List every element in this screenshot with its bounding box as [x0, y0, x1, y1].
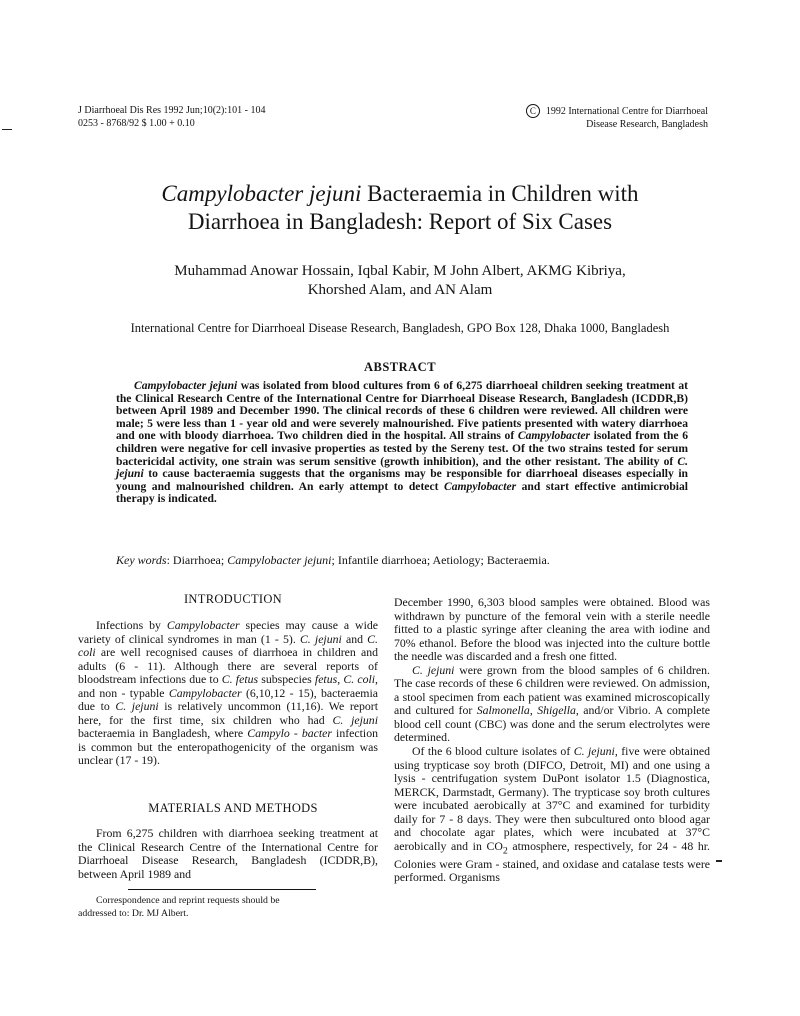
- author-list: [90, 262, 710, 300]
- introduction-text: [78, 619, 378, 768]
- scan-mark: [2, 129, 12, 130]
- methods-text-run: ,: [529, 703, 538, 718]
- intro-text: is relatively uncommon (11,16). We report here, for the first time, six children who had: [78, 699, 378, 727]
- intro-text: and: [341, 631, 368, 646]
- article-title: [60, 180, 740, 236]
- intro-organism: Campylo - bacter: [247, 726, 332, 741]
- methods-organism: C. jejuni: [412, 662, 455, 677]
- footnote-line2: addressed to: Dr. MJ Albert.: [78, 908, 189, 919]
- keywords: [116, 553, 688, 568]
- copyright-line1: 1992 International Centre for Diarrhoeal: [545, 105, 708, 117]
- intro-text: infection is common but the enteropathogenicity of the organism was unclear (17 - 19).: [78, 726, 378, 768]
- abstract-organism: Campylobacter: [517, 429, 590, 443]
- methods-heading: MATERIALS AND METHODS: [148, 801, 318, 815]
- copyright-icon: C: [526, 104, 540, 118]
- intro-organism: Campylobacter: [166, 618, 240, 632]
- methods-paragraph: From 6,275 children with diarrhoea seeking treatment at the Clinical Research Centre of the International Centre for Diarrhoeal Disease Research, Bangladesh (ICDDR,B), between April 1989 and: [78, 826, 378, 881]
- keywords-label: Key words: [116, 553, 167, 567]
- abstract-sentence: to cause bacteraemia suggests that the organisms may be responsible for diarrhoeal diseases especially in young and malnourished children. An early attempt to detect: [116, 467, 688, 493]
- affiliation: International Centre for Diarrhoeal Disease Research, Bangladesh, GPO Box 128, Dhaka 1000, Bangladesh: [130, 321, 670, 335]
- title-line1: Bacteraemia in Children with: [361, 181, 639, 206]
- abstract-sentence: isolated from the 6 children were negative for cell invasive properties as tested by the Sereny test. Of the two strains tested for serum bactericidal activity, one strain was serum sensitive (growth inhibition), and the other resistant. The ability of: [116, 429, 688, 468]
- abstract-organism: Campylobacter: [443, 479, 517, 493]
- methods-paragraph: December 1990, 6,303 blood samples were obtained. Blood was withdrawn by puncture of the femoral vein with a sterile needle fitted to a plastic syringe after cleaning the area with iodine and 70% ethanol. Before the blood was injected into the culture bottle the needle was discarded and a fresh one fitted.: [394, 595, 710, 664]
- methods-text-run: were grown from the blood samples of 6 children. The case records of these 6 children were reviewed. On admission, a stool specimen from each patient was examined microscopically and cultured for: [394, 662, 710, 718]
- intro-text: (6,10,12 - 15), bacteraemia due to: [78, 685, 378, 714]
- authors-line2: Khorshed Alam, and AN Alam: [307, 282, 493, 298]
- methods-text-run: Of the 6 blood culture isolates of: [412, 744, 574, 759]
- footnote-divider: [128, 889, 316, 890]
- abstract-heading: ABSTRACT: [363, 360, 437, 374]
- intro-organism: C. jejuni: [115, 699, 159, 714]
- title-line2: Diarrhoea in Bangladesh: Report of Six Cases: [187, 209, 613, 234]
- journal-issn: 0253 - 8768/92 $ 1.00 + 0.10: [78, 118, 195, 129]
- methods-continued: [394, 596, 710, 885]
- abstract-sentence: was isolated from blood cultures from 6 of 6,275 diarrhoeal children seeking treatment at the Clinical Research Centre of the International Centre for Diarrhoeal Disease Research, Bangladesh (ICDDR,B) between April 1989 and December 1990. The clinical records of these 6 children were reviewed. All children were male; 5 were less than 1 - year old and were severely malnourished. Five patients presented with watery diarrhoea and one with bloody diarrhoea. Two children died in the hospital. All strains of: [116, 379, 688, 443]
- methods-text-run: , and/or Vibrio. A complete blood cell count (CBC) was done and the serum electrolytes were determined.: [394, 703, 710, 745]
- intro-organism: C. fetus: [221, 672, 259, 687]
- methods-organism: Salmonella: [476, 703, 530, 718]
- intro-organism: C. jejuni: [332, 712, 378, 727]
- intro-text: are well recognised causes of diarrhoea in children and adults (6 - 11). Although there are several reports of bloodstream infections due to: [78, 645, 378, 687]
- footnote: [78, 894, 378, 920]
- intro-text: , and non - typable: [78, 672, 378, 700]
- intro-organism: C. jejuni: [299, 631, 342, 646]
- journal-reference: [78, 104, 338, 130]
- keyword-text: ; Infantile diarrhoea; Aetiology; Bacteraemia.: [331, 553, 550, 567]
- abstract-sentence: and start effective antimicrobial therapy is indicated.: [116, 479, 688, 506]
- methods-organism: C. jejuni: [573, 744, 615, 759]
- keyword-text: : Diarrhoea;: [166, 553, 228, 567]
- methods-organism: Shigella: [537, 703, 576, 718]
- intro-organism: Campylobacter: [168, 685, 242, 700]
- journal-citation: J Diarrhoeal Dis Res 1992 Jun;10(2):101 - 104: [78, 105, 266, 116]
- abstract-organism: C. jejuni: [116, 454, 688, 481]
- methods-text-run: , five were obtained using trypticase soy broth (DIFCO, Detroit, MI) and one using a lysis - centrifugation system DuPont isolator 1.5 (Diagnostica, MERCK, Darmstadt, Germany). The trypticase soy broth cultures were incubated aerobically at 37°C and examined for turbidity daily for 7 - 8 days. They were then subcultured onto blood agar and chocolate agar plates, which were incubated at 37°C aerobically and in CO: [394, 744, 711, 853]
- copyright-line2: Disease Research, Bangladesh: [586, 119, 708, 130]
- intro-text: species may cause a wide variety of clinical syndromes in man (1 - 5).: [78, 618, 378, 646]
- intro-text: subspecies: [258, 672, 315, 687]
- footnote-line1: Correspondence and reprint requests should be: [96, 895, 280, 906]
- intro-organism: C. coli: [78, 631, 378, 660]
- abstract-organism: Campylobacter jejuni: [134, 379, 238, 392]
- methods-text: [78, 827, 378, 881]
- copyright-notice: [458, 104, 708, 131]
- introduction-heading: INTRODUCTION: [183, 592, 283, 606]
- authors-line1: Muhammad Anowar Hossain, Iqbal Kabir, M John Albert, AKMG Kibriya,: [174, 263, 626, 279]
- intro-organism: C. coli: [343, 672, 376, 687]
- abstract-text: [116, 380, 688, 506]
- methods-text-run: atmosphere, respectively, for 24 - 48 hr. Colonies were Gram - stained, and oxidase and catalase tests were performed. Organisms: [394, 838, 710, 885]
- intro-organism: fetus: [314, 672, 338, 687]
- intro-text: ,: [337, 672, 344, 687]
- intro-text: bacteraemia in Bangladesh, where: [78, 726, 248, 741]
- keyword-organism: Campylobacter jejuni: [227, 553, 332, 567]
- co2-subscript: 2: [502, 845, 508, 857]
- scan-mark: [716, 860, 722, 862]
- intro-text: Infections by: [96, 618, 167, 632]
- title-organism: Campylobacter jejuni: [161, 181, 362, 206]
